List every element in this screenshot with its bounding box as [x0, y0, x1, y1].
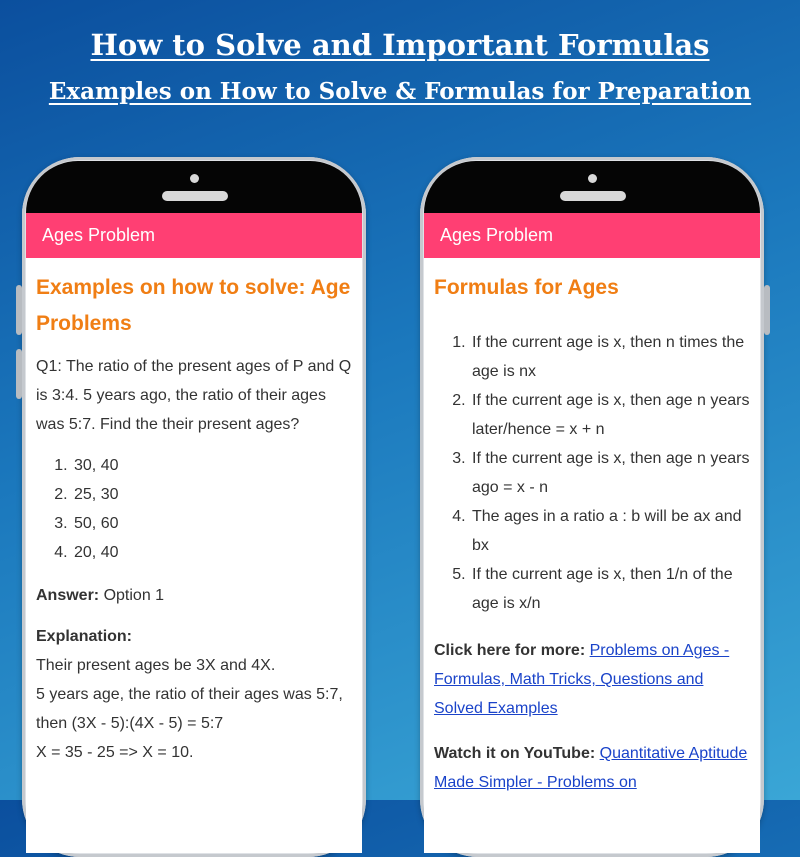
option-item: 1. 30, 40	[72, 451, 352, 480]
options-list	[36, 451, 352, 567]
option-item: 3. 50, 60	[72, 509, 352, 538]
phone-mockup-left	[22, 157, 366, 857]
app-bar	[424, 213, 760, 258]
more-label: Click here for more:	[434, 642, 586, 659]
formula-item: 3. If the current age is x, then age n years ago = x - n	[470, 444, 750, 502]
phone-bezel	[26, 161, 362, 213]
app-title: Ages Problem	[440, 225, 554, 245]
banner-title: How to Solve and Important Formulas	[90, 28, 710, 62]
section-heading: Examples on how to solve: Age Problems	[36, 276, 351, 335]
volume-up-button	[16, 285, 22, 335]
camera-icon	[588, 174, 597, 183]
youtube-link[interactable]: Quantitative Aptitude Made Simpler - Problems on	[434, 745, 748, 791]
option-item: 4. 20, 40	[72, 538, 352, 567]
phone-screen-right	[424, 213, 760, 853]
more-link[interactable]: Problems on Ages - Formulas, Math Tricks, Questions and Solved Examples	[434, 642, 730, 717]
youtube-line	[434, 739, 750, 797]
volume-down-button	[16, 349, 22, 399]
banner-subtitle: Examples on How to Solve & Formulas for Preparation	[48, 78, 752, 105]
phone-bezel	[424, 161, 760, 213]
speaker-grille	[560, 191, 626, 201]
speaker-grille	[162, 191, 228, 201]
formula-item: 5. If the current age is x, then 1/n of the age is x/n	[470, 560, 750, 618]
more-line	[434, 636, 750, 723]
formulas-content	[424, 258, 760, 797]
youtube-label: Watch it on YouTube:	[434, 745, 596, 762]
answer-label: Answer:	[36, 587, 100, 604]
explanation-label: Explanation:	[36, 628, 133, 645]
explanation-line: Their present ages be 3X and 4X.	[36, 657, 276, 674]
question-text: Q1: The ratio of the present ages of P and Q is 3:4. 5 years ago, the ratio of their ages was 5:7. Find the their present ages?	[36, 358, 352, 433]
app-bar	[26, 213, 362, 258]
answer-value: Option 1	[99, 587, 165, 604]
formula-item: 2. If the current age is x, then age n years later/hence = x + n	[470, 386, 750, 444]
option-item: 2. 25, 30	[72, 480, 352, 509]
formulas-list	[434, 328, 750, 618]
phone-mockup-right	[420, 157, 764, 857]
example-content	[26, 258, 362, 767]
app-title: Ages Problem	[42, 225, 156, 245]
explanation-line: 5 years age, the ratio of their ages was 5:7, then (3X - 5):(4X - 5) = 5:7	[36, 686, 343, 732]
section-heading: Formulas for Ages	[434, 276, 619, 299]
power-button	[764, 285, 770, 335]
answer-line	[36, 581, 352, 610]
phone-screen-left	[26, 213, 362, 853]
formula-item: 1. If the current age is x, then n times the age is nx	[470, 328, 750, 386]
formula-item: 4. The ages in a ratio a : b will be ax and bx	[470, 502, 750, 560]
camera-icon	[190, 174, 199, 183]
explanation-line: X = 35 - 25 => X = 10.	[36, 744, 194, 761]
